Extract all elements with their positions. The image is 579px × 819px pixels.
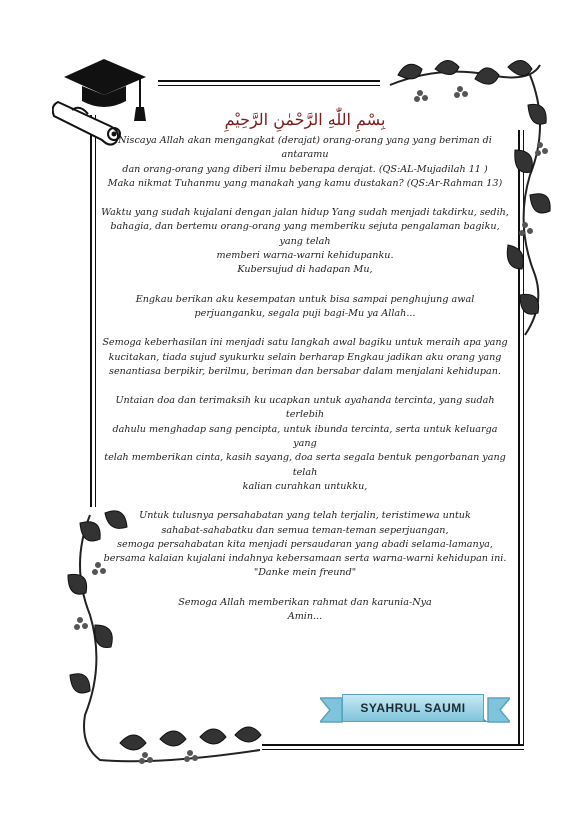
paragraph-line: Waktu yang sudah kujalani dengan jalan hidup Yang sudah menjadi takdirku, sedih, bbox=[101, 207, 509, 219]
paragraph-line: senantiasa berpikir, berilmu, beriman dan bersabar dalam menjalani kehidupan. bbox=[109, 365, 501, 377]
paragraph-line: Engkau berikan aku kesempatan untuk bisa sampai penghujung awal bbox=[135, 293, 475, 305]
paragraph-line: "Danke mein freund" bbox=[253, 567, 357, 579]
frame-top-line bbox=[158, 80, 380, 82]
paragraph-line: semoga persahabatan kita menjadi persaudaran yang abadi selama-lamanya, bbox=[117, 538, 493, 550]
frame-bottom-line bbox=[262, 744, 524, 746]
dedication-text bbox=[100, 110, 510, 624]
bismillah-heading: بِسْمِ اللّٰهِ الرَّحْمٰنِ الرَّحِيْمِ bbox=[224, 110, 386, 129]
paragraph-line: kucitakan, tiada sujud syukurku selain berharap Engkau jadikan aku orang yang bbox=[108, 351, 502, 363]
verse-line: Maka nikmat Tuhanmu yang manakah yang kamu dustakan? (QS:Ar-Rahman 13) bbox=[107, 177, 503, 189]
frame-left-line bbox=[90, 115, 92, 507]
paragraph-line: Kubersujud di hadapan Mu, bbox=[237, 264, 373, 276]
signature-banner bbox=[320, 686, 510, 726]
paragraph-line: sahabat-sahabatku dan semua teman-teman seperjuangan, bbox=[161, 524, 449, 536]
paragraph-line: dahulu menghadap sang pencipta, untuk ibunda tercinta, serta untuk keluarga yang bbox=[112, 423, 498, 450]
paragraph-line: bahagia, dan bertemu orang-orang yang memberiku sejuta pengalaman bagiku, yang telah bbox=[110, 221, 500, 247]
paragraph-line: telah memberikan cinta, kasih sayang, doa serta segala bentuk pengorbanan yang telah bbox=[104, 452, 506, 478]
frame-top-line-inner bbox=[158, 85, 380, 86]
paragraph-line: kalian curahkan untukku, bbox=[242, 480, 368, 492]
verse-line: dan orang-orang yang diberi ilmu beberapa derajat. (QS:AL-Mujadilah 11 ) bbox=[122, 163, 488, 175]
paragraph-line: bersama kalaian kujalani indahnya kebersamaan serta warna-warni kehidupan ini. bbox=[103, 553, 507, 565]
paragraph-line: Untuk tulusnya persahabatan yang telah terjalin, teristimewa untuk bbox=[139, 510, 471, 522]
paragraph-line: Amin... bbox=[287, 611, 323, 623]
paragraph-line: Semoga Allah memberikan rahmat dan karunia-Nya bbox=[178, 596, 432, 608]
paragraph-line: Untaian doa dan terimaksih ku ucapkan untuk ayahanda tercinta, yang sudah terlebih bbox=[115, 395, 495, 421]
paragraph-line: memberi warna-warni kehidupanku. bbox=[216, 250, 394, 262]
paragraph-line: perjuanganku, segala puji bagi-Mu ya Allah... bbox=[194, 307, 416, 319]
frame-bottom-line-inner bbox=[262, 749, 524, 750]
verse-line: Niscaya Allah akan mengangkat (derajat) orang-orang yang yang beriman di antaramu bbox=[118, 135, 492, 161]
paragraph-line: Semoga keberhasilan ini menjadi satu langkah awal bagiku untuk meraih apa yang bbox=[102, 337, 508, 349]
signature-name: SYAHRUL SAUMI bbox=[342, 694, 484, 722]
frame-left-line-inner bbox=[95, 115, 96, 507]
